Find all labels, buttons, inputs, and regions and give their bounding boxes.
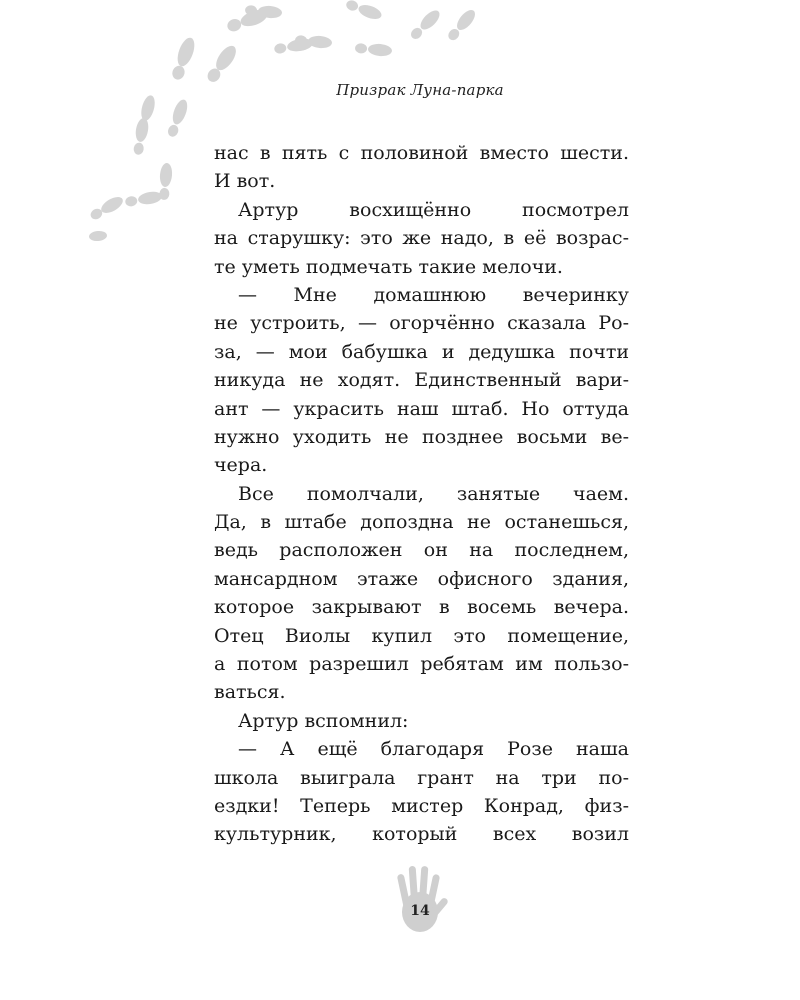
text-line: И вот. [214,170,276,193]
text-line: на старушку: это же надо, в её возрас- [214,227,629,250]
text-line: а потом разрешил ребятам им пользо- [214,653,629,676]
text-line: культурник, который всех возил [214,823,629,846]
text-line: мансардном этаже офисного здания, [214,567,629,590]
handprint-icon [384,860,456,940]
text-line: нужно уходить не позднее восьми ве- [214,425,629,448]
text-line: школа выиграла грант на три по- [214,766,629,789]
text-line: — Мне домашнюю вечеринку [238,283,629,306]
text-line: — А ещё благодаря Розе наша [238,738,629,761]
text-line: Все помолчали, занятые чаем. [238,482,629,505]
text-line: Артур вспомнил: [238,709,409,732]
text-line: Да, в штабе допоздна не останешься, [214,511,629,534]
text-line: Отец Виолы купил это помещение, [214,624,629,647]
text-line: ваться. [214,681,286,704]
text-line: которое закрывают в восемь вечера. [214,596,629,619]
text-line: чера. [214,454,268,477]
page-number: 14 [410,903,430,919]
running-title: Призрак Луна-парка [336,81,504,99]
text-line: никуда не ходят. Единственный вари- [214,369,629,392]
text-line: ведь расположен он на последнем, [214,539,629,562]
text-line: не устроить, — огорчённо сказала Ро- [214,312,629,335]
page-body-text [214,139,629,849]
text-line: те уметь подмечать такие мелочи. [214,255,563,278]
text-line: ант — украсить наш штаб. Но оттуда [214,397,629,420]
text-line: Артур восхищённо посмотрел [238,198,629,221]
text-line: за, — мои бабушка и дедушка почти [214,340,629,363]
text-line: нас в пять с половиной вместо шести. [214,142,629,164]
text-line: ездки! Теперь мистер Конрад, физ- [214,794,629,817]
